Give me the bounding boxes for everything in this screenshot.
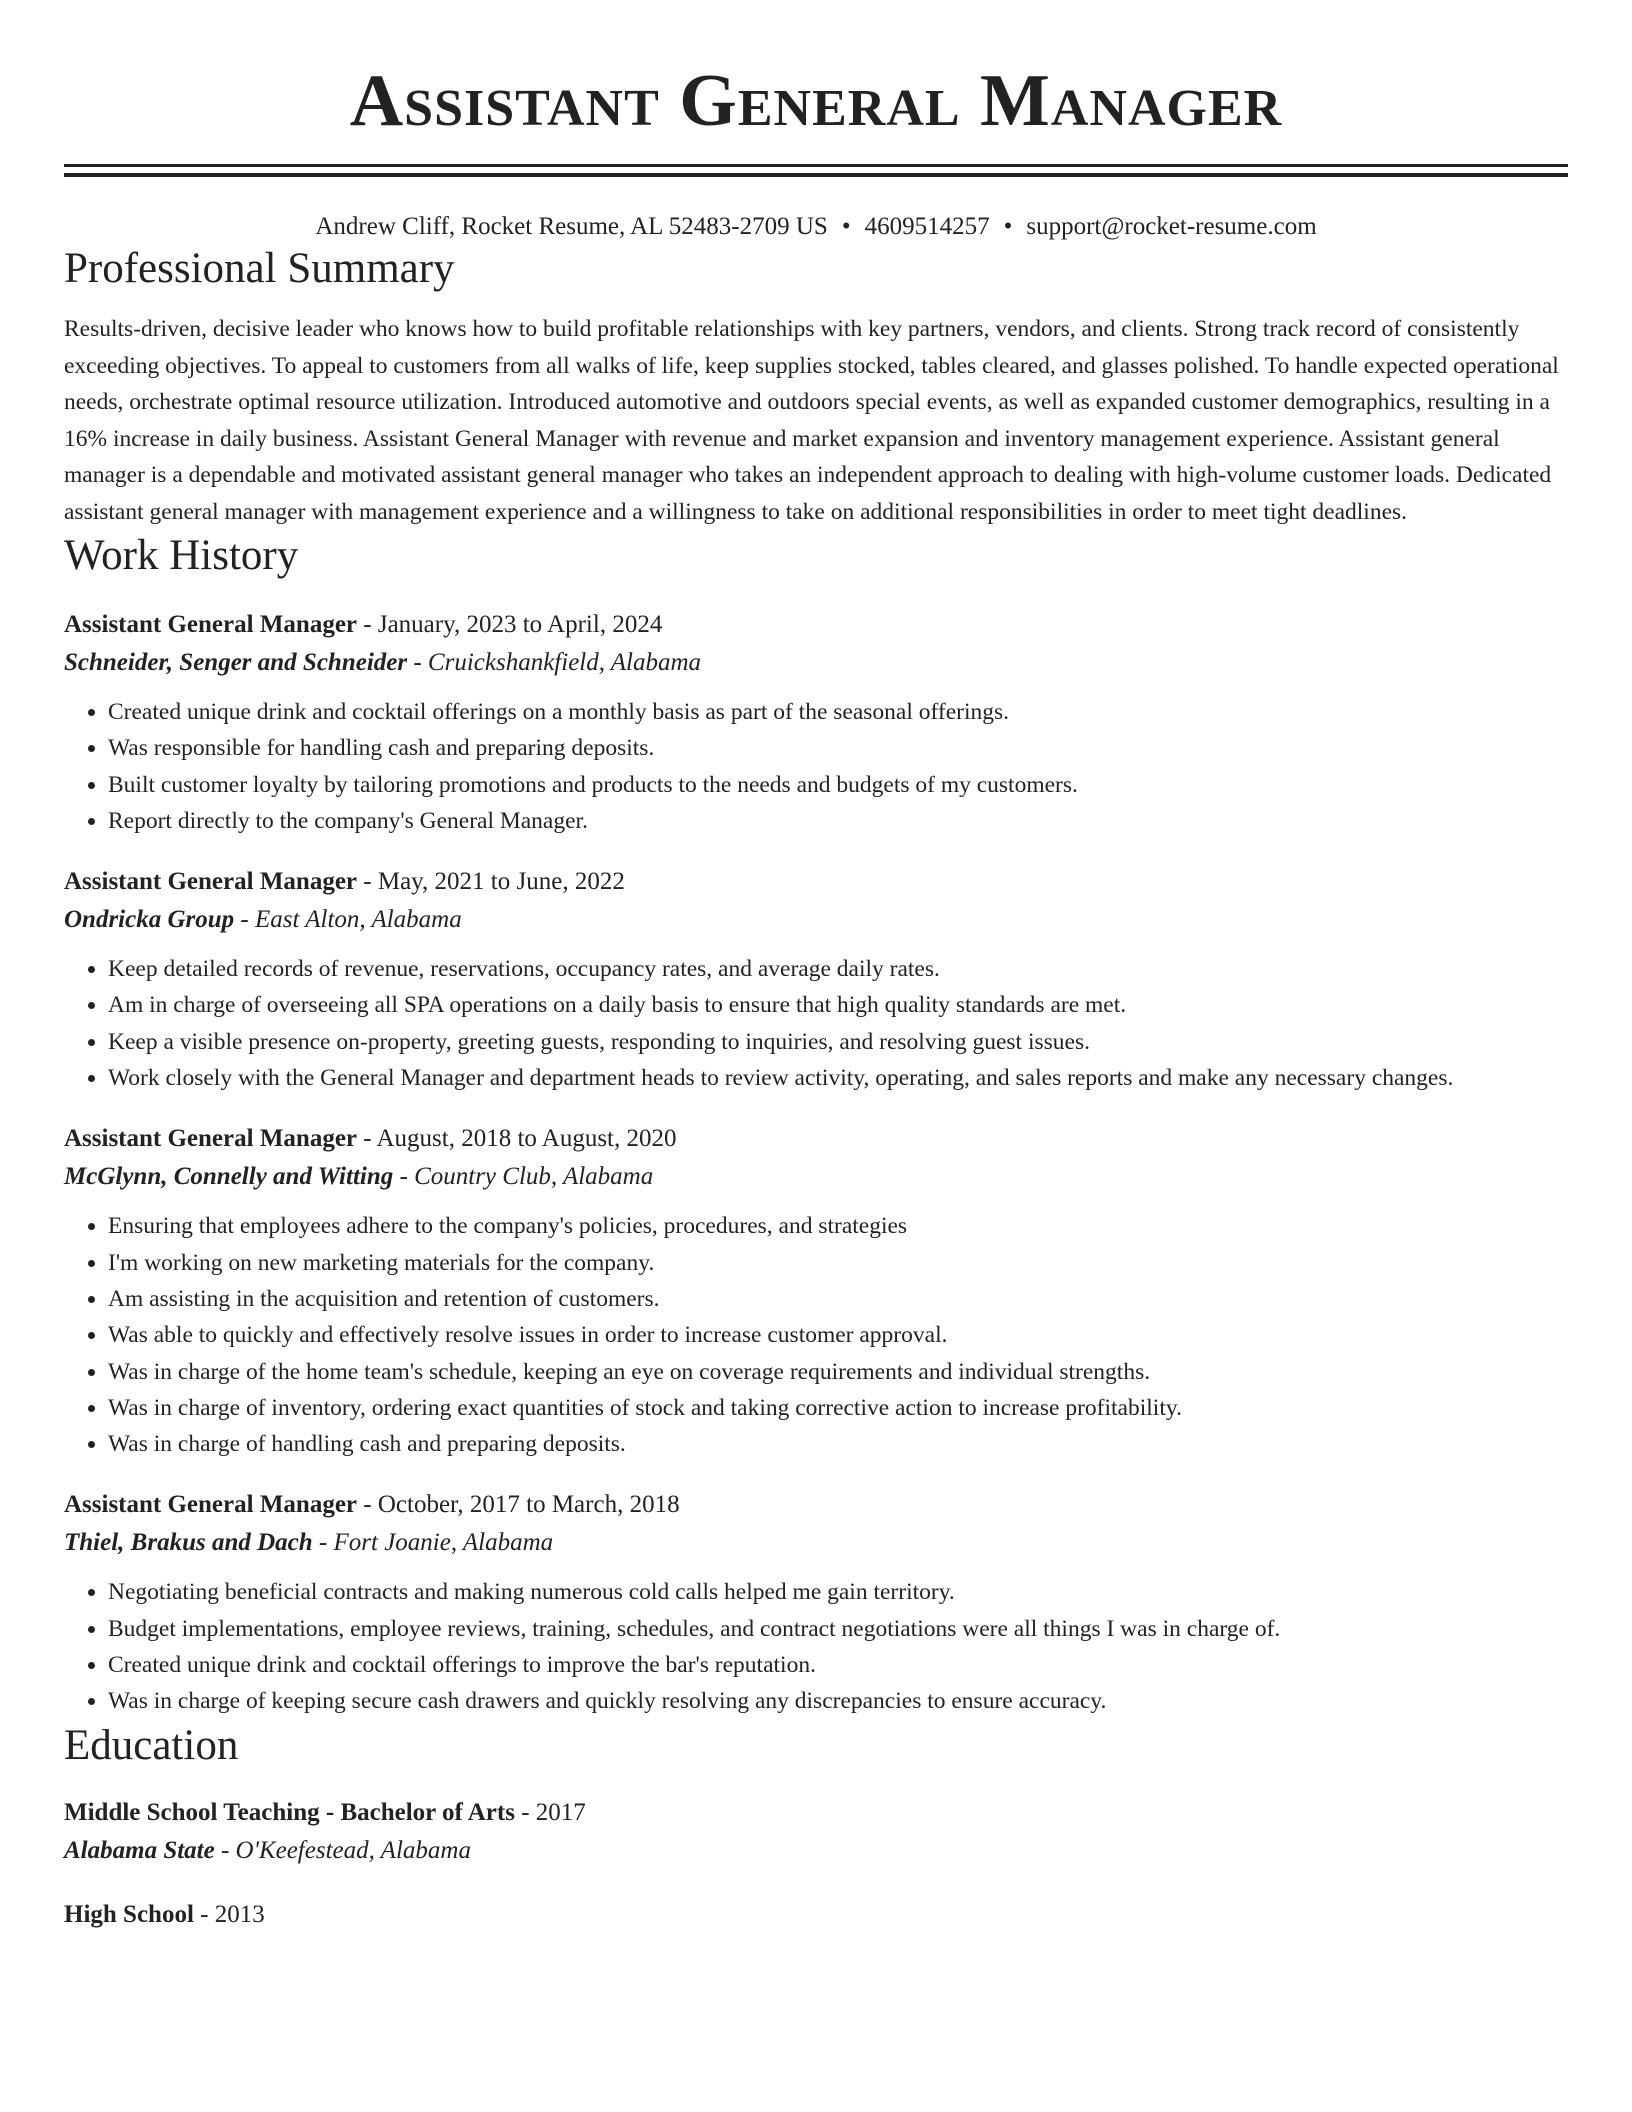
job-dates: - May, 2021 to June, 2022 xyxy=(357,868,625,896)
education-degree-line xyxy=(64,1794,1568,1832)
job-bullets xyxy=(64,951,1568,1096)
education-year: - 2017 xyxy=(514,1798,586,1826)
job-company-line xyxy=(64,644,1568,682)
job-entry xyxy=(64,1486,1568,1719)
job-company: Ondricka Group xyxy=(64,906,235,934)
education-location: - O'Keefestead, Alabama xyxy=(214,1836,471,1864)
education-school: Alabama State xyxy=(64,1836,215,1864)
contact-address: Andrew Cliff, Rocket Resume, AL 52483-2709 US xyxy=(315,213,828,240)
job-company-line xyxy=(64,901,1568,939)
job-company: Thiel, Brakus and Dach xyxy=(64,1529,313,1557)
job-bullet: • Am assisting in the acquisition and retention of customers. xyxy=(108,1281,1568,1317)
title-divider-thin xyxy=(64,164,1568,167)
job-bullet: • Was in charge of handling cash and preparing deposits. xyxy=(108,1426,1568,1462)
job-dates: - October, 2017 to March, 2018 xyxy=(357,1491,680,1519)
education-degree: High School xyxy=(64,1900,194,1928)
job-entry xyxy=(64,606,1568,839)
job-role-line xyxy=(64,1120,1568,1158)
job-role-line xyxy=(64,1486,1568,1524)
job-entry xyxy=(64,1120,1568,1462)
job-bullet: • Ensuring that employees adhere to the company's policies, procedures, and strategies xyxy=(108,1208,1568,1244)
job-dates: - August, 2018 to August, 2020 xyxy=(357,1125,677,1153)
work-history-heading: Work History xyxy=(64,532,299,579)
resume-title: Assistant General Manager xyxy=(349,60,1283,142)
job-bullet: • I'm working on new marketing materials for the company. xyxy=(108,1245,1568,1281)
job-company-line xyxy=(64,1158,1568,1196)
summary-heading: Professional Summary xyxy=(64,245,455,292)
job-bullet: • Budget implementations, employee reviews, training, schedules, and contract negotiations were all things I was in charge of. xyxy=(108,1611,1568,1647)
job-bullet: • Built customer loyalty by tailoring promotions and products to the needs and budgets of my customers. xyxy=(108,767,1568,803)
contact-email: support@rocket-resume.com xyxy=(1026,213,1317,240)
job-dates: - January, 2023 to April, 2024 xyxy=(357,611,663,638)
education-entry xyxy=(64,1896,1568,1934)
contact-line xyxy=(64,211,1568,243)
job-bullet: • Report directly to the company's General Manager. xyxy=(108,803,1568,839)
job-bullet: • Keep a visible presence on-property, greeting guests, responding to inquiries, and resolving guest issues. xyxy=(108,1024,1568,1060)
job-bullets xyxy=(64,694,1568,839)
job-title: Assistant General Manager xyxy=(64,1491,358,1519)
contact-separator: • xyxy=(1003,213,1013,240)
job-bullet: • Am in charge of overseeing all SPA operations on a daily basis to ensure that high quality standards are met. xyxy=(108,987,1568,1023)
job-location: - East Alton, Alabama xyxy=(234,906,462,934)
job-bullet: • Negotiating beneficial contracts and making numerous cold calls helped me gain territory. xyxy=(108,1574,1568,1610)
education-heading: Education xyxy=(64,1721,239,1769)
job-role-line xyxy=(64,606,1568,644)
job-title: Assistant General Manager xyxy=(64,868,358,896)
job-location: - Fort Joanie, Alabama xyxy=(312,1529,554,1557)
job-role-line xyxy=(64,863,1568,901)
education-degree: Middle School Teaching - Bachelor of Arts xyxy=(64,1798,515,1826)
education-year: - 2013 xyxy=(193,1900,265,1928)
job-location: - Cruickshankfield, Alabama xyxy=(407,649,702,676)
job-title: Assistant General Manager xyxy=(64,611,358,638)
job-bullet: • Was in charge of inventory, ordering exact quantities of stock and taking corrective action to increase profitability. xyxy=(108,1390,1568,1426)
education-entry xyxy=(64,1794,1568,1870)
summary-text: Results-driven, decisive leader who knows how to build profitable relationships with key partners, vendors, and clients. Strong track record of consistently exceeding objectives. To appeal to customers from all walks of life, keep supplies stocked, tables cleared, and glasses polished. To handle expected operational needs, orchestrate optimal resource utilization. Introduced automotive and outdoors special events, as well as expanded customer demographics, resulting in a 16% increase in daily business. Assistant General Manager with revenue and market expansion and inventory management experience. Assistant general manager is a dependable and motivated assistant general manager who takes an independent approach to dealing with high-volume customer loads. Dedicated assistant general manager with management experience and a willingness to take on additional responsibilities in order to meet tight deadlines. xyxy=(64,316,1559,525)
job-bullet: • Was in charge of keeping secure cash drawers and quickly resolving any discrepancies to ensure accuracy. xyxy=(108,1683,1568,1719)
job-location: - Country Club, Alabama xyxy=(393,1163,654,1191)
education-degree-line xyxy=(64,1896,1568,1934)
job-bullet: • Created unique drink and cocktail offerings to improve the bar's reputation. xyxy=(108,1647,1568,1683)
job-bullets xyxy=(64,1208,1568,1462)
job-bullet: • Was in charge of the home team's schedule, keeping an eye on coverage requirements and individual strengths. xyxy=(108,1354,1568,1390)
job-bullet: • Was responsible for handling cash and preparing deposits. xyxy=(108,730,1568,766)
contact-phone: 4609514257 xyxy=(864,213,990,240)
job-bullets xyxy=(64,1574,1568,1719)
job-bullet: • Created unique drink and cocktail offerings on a monthly basis as part of the seasonal offerings. xyxy=(108,694,1568,730)
job-title: Assistant General Manager xyxy=(64,1125,358,1153)
job-entry xyxy=(64,863,1568,1096)
job-bullet: • Keep detailed records of revenue, reservations, occupancy rates, and average daily rates. xyxy=(108,951,1568,987)
job-bullet: • Work closely with the General Manager and department heads to review activity, operating, and sales reports and make any necessary changes. xyxy=(108,1060,1568,1096)
job-company-line xyxy=(64,1524,1568,1562)
contact-separator: • xyxy=(841,213,851,240)
education-school-line xyxy=(64,1832,1568,1870)
job-bullet: • Was able to quickly and effectively resolve issues in order to increase customer approval. xyxy=(108,1317,1568,1353)
job-company: Schneider, Senger and Schneider xyxy=(64,649,408,676)
title-divider-thick xyxy=(64,173,1568,177)
job-company: McGlynn, Connelly and Witting xyxy=(64,1163,394,1191)
